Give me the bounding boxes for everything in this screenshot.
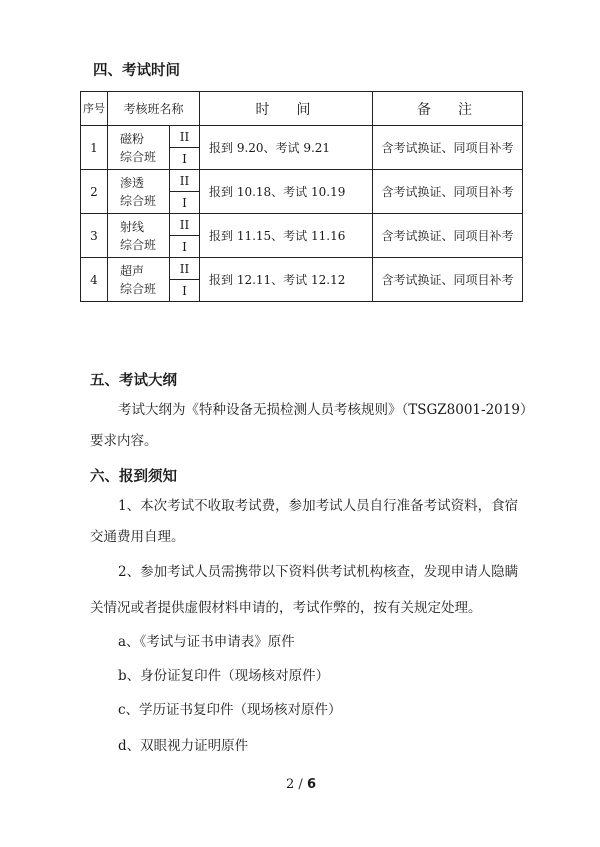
page-number: 2 / 6 <box>286 777 316 792</box>
row-time: 报到 10.18、考试 10.19 <box>200 170 373 214</box>
table-row <box>81 258 523 280</box>
row-level-upper: II <box>170 170 200 192</box>
table-row <box>81 214 523 236</box>
row-note: 含考试换证、同项目补考 <box>373 258 523 302</box>
row-note: 含考试换证、同项目补考 <box>373 126 523 170</box>
syllabus-text-line2: 要求内容。 <box>90 433 158 449</box>
row-class-name: 射线 综合班 <box>108 214 170 258</box>
row-note: 含考试换证、同项目补考 <box>373 214 523 258</box>
notice-p2-line2: 关情况或者提供虚假材料申请的，考试作弊的，按有关规定处理。 <box>90 600 482 616</box>
section-4-heading: 四、考试时间 <box>93 63 180 79</box>
section-5-heading: 五、考试大纲 <box>90 373 177 389</box>
header-time: 时 间 <box>200 92 373 126</box>
table-header-row <box>81 92 523 126</box>
required-doc-item-c: c、学历证书复印件（现场核对原件） <box>118 702 342 718</box>
row-level-lower: I <box>170 236 200 258</box>
row-level-lower: I <box>170 148 200 170</box>
row-time: 报到 12.11、考试 12.12 <box>200 258 373 302</box>
row-time: 报到 11.15、考试 11.16 <box>200 214 373 258</box>
notice-p1-line1: 1、本次考试不收取考试费，参加考试人员自行准备考试资料，食宿 <box>118 498 519 514</box>
row-level-upper: II <box>170 258 200 280</box>
table-row <box>81 126 523 148</box>
required-doc-item-a: a、《考试与证书申请表》原件 <box>118 634 295 650</box>
row-level-upper: II <box>170 214 200 236</box>
notice-p2-line1: 2、参加考试人员需携带以下资料供考试机构核查，发现申请人隐瞒 <box>118 564 519 580</box>
header-note: 备 注 <box>373 92 523 126</box>
section-6-heading: 六、报到须知 <box>90 469 177 485</box>
required-doc-item-b: b、身份证复印件（现场核对原件） <box>118 668 330 684</box>
row-level-upper: II <box>170 126 200 148</box>
row-class-name: 渗透 综合班 <box>108 170 170 214</box>
row-level-lower: I <box>170 280 200 302</box>
row-seq: 4 <box>81 258 108 302</box>
exam-schedule-table <box>80 91 523 302</box>
row-seq: 1 <box>81 126 108 170</box>
row-level-lower: I <box>170 192 200 214</box>
notice-p1-line2: 交通费用自理。 <box>90 529 185 545</box>
row-class-name: 磁粉 综合班 <box>108 126 170 170</box>
row-seq: 3 <box>81 214 108 258</box>
required-doc-item-d: d、双眼视力证明原件 <box>118 738 249 754</box>
row-time: 报到 9.20、考试 9.21 <box>200 126 373 170</box>
header-seq: 序号 <box>81 92 108 126</box>
row-seq: 2 <box>81 170 108 214</box>
row-note: 含考试换证、同项目补考 <box>373 170 523 214</box>
row-class-name: 超声 综合班 <box>108 258 170 302</box>
header-class-name: 考核班名称 <box>108 92 200 126</box>
table-row <box>81 170 523 192</box>
syllabus-text-line1: 考试大纲为《特种设备无损检测人员考核规则》（TSGZ8001-2019） <box>118 402 534 418</box>
